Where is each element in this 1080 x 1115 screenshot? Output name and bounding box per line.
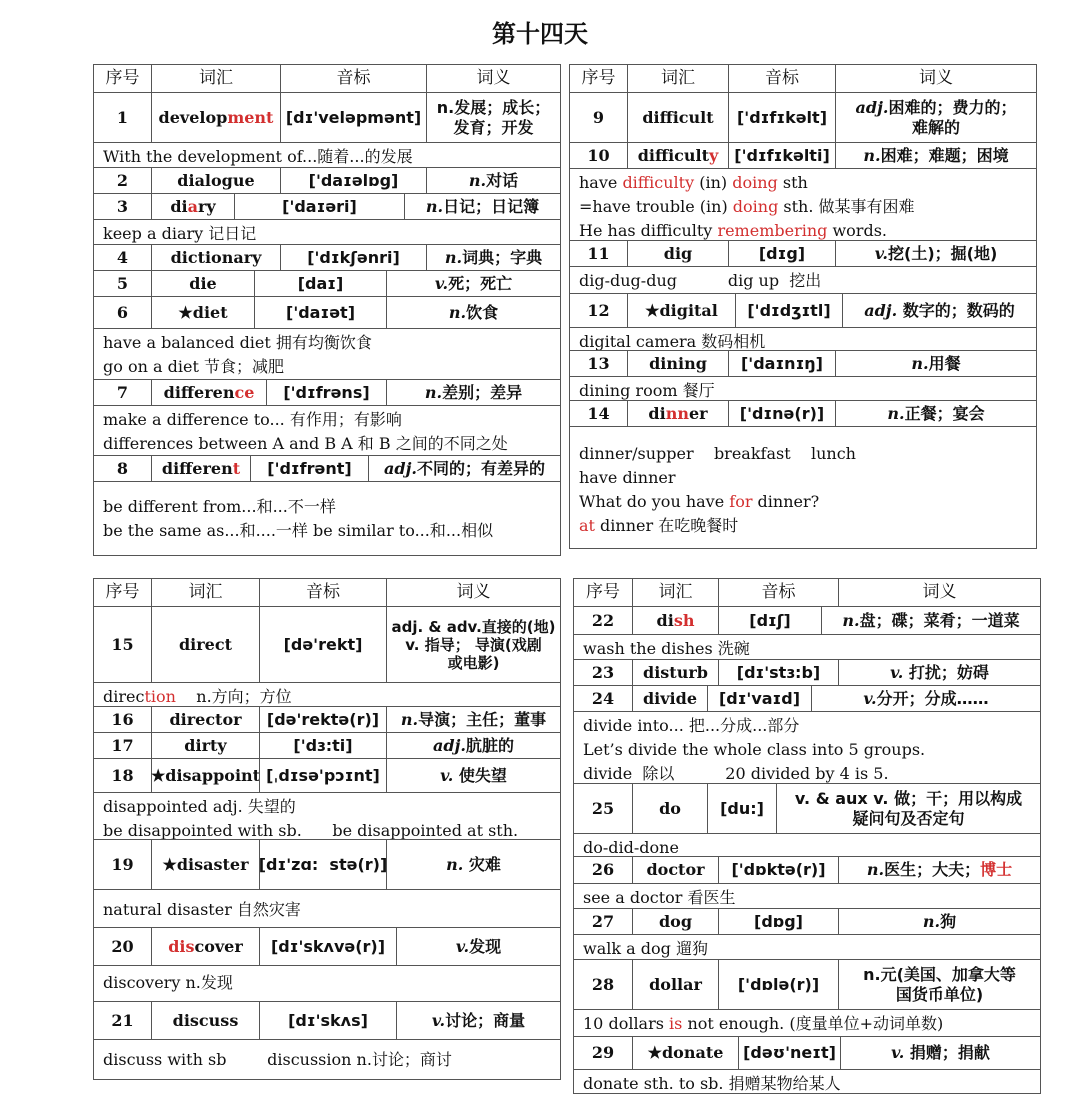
vocab-row: 13 dining ['daɪnɪŋ] n. 用餐 bbox=[570, 351, 1036, 377]
usage-note: have difficulty (in) doing sth =have trouble (in) doing sth. 做某事有困难 He has difficulty remembering words. bbox=[570, 169, 1036, 241]
usage-note: discovery n.发现 bbox=[94, 966, 560, 1002]
vocab-row: 11 dig [dɪg] v. 挖(土)；掘(地) bbox=[570, 241, 1036, 267]
vocab-row: 24 divide [dɪ'vaɪd] v. 分开；分成…… bbox=[574, 686, 1040, 712]
vocab-row: 19 ★disaster [dɪ'zɑ: stə(r)] n. 灾难 bbox=[94, 840, 560, 890]
vocab-row: 9 difficult ['dɪfɪkəlt] adj.困难的；费力的； 难解的 bbox=[570, 93, 1036, 143]
vocab-table-2 bbox=[569, 64, 1037, 549]
usage-note: keep a diary 记日记 bbox=[94, 220, 560, 245]
phonetic: [dɪ'veləpmənt] bbox=[280, 93, 426, 142]
usage-note: With the development of...随着...的发展 bbox=[94, 143, 560, 168]
vocab-row: 23 disturb [dɪ'stɜ:b] v. 打扰；妨碍 bbox=[574, 660, 1040, 686]
vocab-table-1 bbox=[93, 64, 561, 556]
vocab-row: 5 die [daɪ] v. 死；死亡 bbox=[94, 271, 560, 297]
usage-note: discuss with sb discussion n.讨论；商讨 bbox=[103, 1050, 452, 1069]
table-header bbox=[94, 65, 560, 93]
usage-note: have a balanced diet 拥有均衡饮食 go on a diet 节食；减肥 bbox=[94, 329, 560, 380]
usage-note: disappointed adj. 失望的 be disappointed with sb. be disappointed at sth. bbox=[94, 793, 560, 840]
vocab-row: 27 dog [dɒg] n. 狗 bbox=[574, 909, 1040, 935]
vocab-row: 14 di nn er ['dɪnə(r)] n. 正餐；宴会 bbox=[570, 401, 1036, 427]
usage-note: make a difference to... 有作用；有影响 differences between A and B A 和 B 之间的不同之处 bbox=[94, 406, 560, 456]
usage-note: divide into... 把...分成...部分 Let’s divide the whole class into 5 groups. divide 除以 20 divided by 4 is 5. bbox=[574, 712, 1040, 784]
vocab-row: 15 direct [də'rekt] adj. & adv.直接的(地) v. 指导； 导演(戏剧 或电影) bbox=[94, 607, 560, 683]
usage-note: dinner/supper breakfast lunch have dinner What do you have for dinner? at dinner 在吃晚餐时 bbox=[579, 443, 856, 535]
vocab-row: 4 dictionary ['dɪkʃənri] n. 词典；字典 bbox=[94, 245, 560, 271]
usage-note: natural disaster 自然灾害 bbox=[94, 890, 560, 928]
usage-note: 10 dollars is not enough. (度量单位+动词单数) bbox=[574, 1010, 1040, 1037]
usage-note: digital camera 数码相机 bbox=[570, 328, 1036, 351]
table-header: 序号 词汇 音标 词义 bbox=[94, 579, 560, 607]
vocab-row: 28 dollar ['dɒlə(r)] n.元(美国、加拿大等 国货币单位) bbox=[574, 960, 1040, 1010]
vocab-table-4 bbox=[573, 578, 1041, 1094]
header-ipa: 音标 bbox=[280, 65, 426, 92]
vocab-row: 16 director [də'rektə(r)] n. 导演；主任；董事 bbox=[94, 707, 560, 733]
usage-note: walk a dog 遛狗 bbox=[574, 935, 1040, 960]
table-header: 序号 词汇 音标 词义 bbox=[570, 65, 1036, 93]
vocab-row: 22 di sh [dɪʃ] n. 盘；碟；菜肴；一道菜 bbox=[574, 607, 1040, 635]
vocab-row: 20 dis cover [dɪ'skʌvə(r)] v. 发现 bbox=[94, 928, 560, 966]
header-num: 序号 bbox=[105, 68, 140, 89]
vocab-row: 21 discuss [dɪ'skʌs] v. 讨论；商量 bbox=[94, 1002, 560, 1040]
page-title: 第十四天 bbox=[492, 20, 588, 48]
vocab-row: 12 ★digital ['dɪdʒɪtl] adj. 数字的；数码的 bbox=[570, 294, 1036, 328]
vocab-row: 10 difficult y ['dɪfɪkəlti] n. 困难；难题；困境 bbox=[570, 143, 1036, 169]
header-meaning: 词义 bbox=[426, 65, 560, 92]
usage-note: be different from...和...不一样 be the same as...和....一样 be similar to...和...相似 bbox=[103, 496, 494, 540]
vocab-row: 25 do [du:] v. & aux v. 做；干；用以构成 疑问句及否定句 bbox=[574, 784, 1040, 834]
vocab-row: 29 ★donate [dəʊ'neɪt] v. 捐赠；捐献 bbox=[574, 1037, 1040, 1070]
table-header: 序号 词汇 音标 词义 bbox=[574, 579, 1040, 607]
usage-note: donate sth. to sb. 捐赠某物给某人 bbox=[583, 1074, 841, 1093]
vocab-table-3 bbox=[93, 578, 561, 1080]
usage-note: dig-dug-dug dig up 挖出 bbox=[570, 267, 1036, 294]
vocab-row: 3 di a ry ['daɪəri] n. 日记；日记簿 bbox=[94, 194, 560, 220]
vocab-row: 2 dialogue ['daɪəlɒg] n. 对话 bbox=[94, 168, 560, 194]
vocab-row: 6 ★diet ['daɪət] n. 饮食 bbox=[94, 297, 560, 329]
usage-note: do-did-done bbox=[574, 834, 1040, 857]
vocab-row: 7 differen ce ['dɪfrəns] n. 差别；差异 bbox=[94, 380, 560, 406]
usage-note: wash the dishes 洗碗 bbox=[574, 635, 1040, 660]
meaning: n.发展；成长； 发育；开发 bbox=[426, 93, 560, 142]
vocab-row: 26 doctor ['dɒktə(r)] n. 医生；大夫； 博士 bbox=[574, 857, 1040, 884]
usage-note: direction n.方向；方位 bbox=[94, 683, 560, 707]
word: develop ment bbox=[151, 93, 280, 142]
header-word: 词汇 bbox=[151, 65, 280, 92]
usage-note: dining room 餐厅 bbox=[570, 377, 1036, 401]
vocab-row: 8 differen t ['dɪfrənt] adj. 不同的；有差异的 bbox=[94, 456, 560, 482]
usage-note: see a doctor 看医生 bbox=[574, 884, 1040, 909]
vocab-row: 17 dirty ['dɜ:ti] adj. 肮脏的 bbox=[94, 733, 560, 759]
vocab-row: 1 develop ment [dɪ'veləpmənt] n.发展；成长； 发育；开发 bbox=[94, 93, 560, 143]
vocab-row: 18 ★disappoint [ˌdɪsə'pɔɪnt] v. 使失望 bbox=[94, 759, 560, 793]
